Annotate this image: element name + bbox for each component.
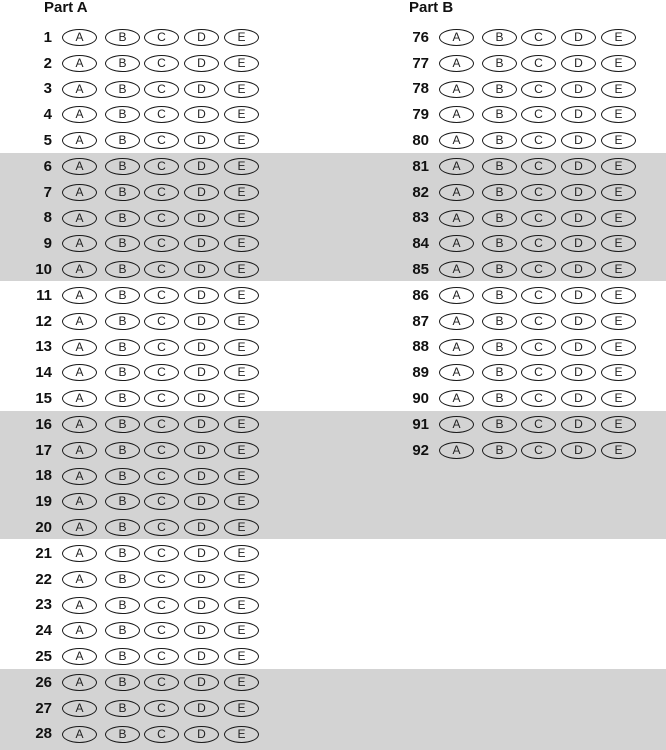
answer-bubble-e[interactable]: E: [224, 81, 259, 98]
question-number: 13: [35, 338, 52, 356]
answer-bubble-a[interactable]: A: [62, 700, 97, 717]
answer-bubble-b[interactable]: B: [482, 390, 517, 407]
answer-bubble-b[interactable]: B: [482, 287, 517, 304]
answer-bubble-a[interactable]: A: [62, 519, 97, 536]
answer-bubble-b[interactable]: B: [105, 210, 140, 227]
answer-bubble-b[interactable]: B: [482, 132, 517, 149]
question-number: 12: [35, 312, 52, 330]
question-number: 83: [412, 209, 429, 227]
answer-bubble-d[interactable]: D: [561, 106, 596, 123]
answer-bubble-a[interactable]: A: [439, 235, 474, 252]
question-number: 88: [412, 338, 429, 356]
answer-bubble-b[interactable]: B: [105, 493, 140, 510]
answer-bubble-d[interactable]: D: [184, 622, 219, 639]
answer-bubble-e[interactable]: E: [224, 261, 259, 278]
answer-bubble-d[interactable]: D: [561, 235, 596, 252]
answer-bubble-e[interactable]: E: [224, 622, 259, 639]
answer-bubble-c[interactable]: C: [144, 674, 179, 691]
answer-bubble-a[interactable]: A: [62, 158, 97, 175]
question-number: 19: [35, 493, 52, 511]
answer-bubble-e[interactable]: E: [601, 210, 636, 227]
answer-bubble-c[interactable]: C: [144, 29, 179, 46]
question-number: 23: [35, 596, 52, 614]
answer-bubble-b[interactable]: B: [482, 184, 517, 201]
question-number: 9: [43, 235, 52, 253]
answer-bubble-d[interactable]: D: [184, 468, 219, 485]
answer-bubble-a[interactable]: A: [439, 261, 474, 278]
answer-bubble-e[interactable]: E: [224, 364, 259, 381]
answer-bubble-d[interactable]: D: [561, 287, 596, 304]
answer-bubble-c[interactable]: C: [144, 313, 179, 330]
answer-bubble-b[interactable]: B: [482, 55, 517, 72]
answer-bubble-b[interactable]: B: [105, 545, 140, 562]
answer-bubble-c[interactable]: C: [144, 235, 179, 252]
question-number: 77: [412, 54, 429, 72]
answer-bubble-d[interactable]: D: [184, 519, 219, 536]
answer-bubble-a[interactable]: A: [62, 468, 97, 485]
answer-bubble-a[interactable]: A: [62, 132, 97, 149]
answer-bubble-c[interactable]: C: [521, 235, 556, 252]
answer-bubble-c[interactable]: C: [144, 442, 179, 459]
answer-bubble-e[interactable]: E: [224, 442, 259, 459]
question-number: 3: [43, 80, 52, 98]
answer-bubble-d[interactable]: D: [561, 416, 596, 433]
answer-bubble-d[interactable]: D: [561, 132, 596, 149]
answer-bubble-a[interactable]: A: [439, 29, 474, 46]
answer-bubble-d[interactable]: D: [561, 184, 596, 201]
answer-bubble-c[interactable]: C: [144, 726, 179, 743]
answer-bubble-c[interactable]: C: [144, 545, 179, 562]
answer-bubble-c[interactable]: C: [144, 648, 179, 665]
answer-bubble-a[interactable]: A: [62, 493, 97, 510]
question-number: 27: [35, 699, 52, 717]
answer-bubble-d[interactable]: D: [184, 545, 219, 562]
question-number: 78: [412, 80, 429, 98]
answer-bubble-b[interactable]: B: [105, 416, 140, 433]
part-a-title: Part A: [44, 0, 88, 16]
question-number: 14: [35, 364, 52, 382]
answer-bubble-d[interactable]: D: [184, 493, 219, 510]
answer-bubble-b[interactable]: B: [105, 81, 140, 98]
answer-bubble-a[interactable]: A: [62, 597, 97, 614]
answer-bubble-e[interactable]: E: [601, 132, 636, 149]
answer-bubble-a[interactable]: A: [62, 726, 97, 743]
answer-bubble-e[interactable]: E: [601, 158, 636, 175]
answer-bubble-c[interactable]: C: [521, 416, 556, 433]
shaded-band-3: [0, 669, 666, 750]
answer-bubble-c[interactable]: C: [521, 339, 556, 356]
answer-bubble-d[interactable]: D: [184, 648, 219, 665]
answer-bubble-c[interactable]: C: [521, 81, 556, 98]
answer-bubble-e[interactable]: E: [224, 287, 259, 304]
question-number: 85: [412, 261, 429, 279]
question-number: 81: [412, 157, 429, 175]
answer-bubble-e[interactable]: E: [224, 545, 259, 562]
question-number: 21: [35, 544, 52, 562]
answer-bubble-e[interactable]: E: [224, 184, 259, 201]
answer-bubble-b[interactable]: B: [105, 519, 140, 536]
answer-bubble-d[interactable]: D: [184, 29, 219, 46]
answer-bubble-b[interactable]: B: [105, 597, 140, 614]
question-number: 26: [35, 673, 52, 691]
answer-bubble-d[interactable]: D: [184, 416, 219, 433]
answer-bubble-e[interactable]: E: [224, 210, 259, 227]
answer-bubble-b[interactable]: B: [482, 29, 517, 46]
answer-bubble-b[interactable]: B: [105, 622, 140, 639]
answer-bubble-b[interactable]: B: [105, 235, 140, 252]
answer-bubble-e[interactable]: E: [601, 442, 636, 459]
answer-bubble-d[interactable]: D: [184, 184, 219, 201]
answer-bubble-c[interactable]: C: [144, 184, 179, 201]
answer-bubble-e[interactable]: E: [601, 261, 636, 278]
answer-bubble-d[interactable]: D: [561, 210, 596, 227]
answer-bubble-b[interactable]: B: [105, 468, 140, 485]
question-number: 1: [43, 28, 52, 46]
answer-bubble-d[interactable]: D: [184, 571, 219, 588]
question-number: 8: [43, 209, 52, 227]
answer-bubble-c[interactable]: C: [521, 390, 556, 407]
answer-bubble-a[interactable]: A: [439, 390, 474, 407]
answer-bubble-d[interactable]: D: [561, 339, 596, 356]
answer-bubble-a[interactable]: A: [439, 364, 474, 381]
part-b-title: Part B: [409, 0, 454, 16]
question-number: 10: [35, 261, 52, 279]
answer-bubble-e[interactable]: E: [224, 597, 259, 614]
answer-bubble-c[interactable]: C: [521, 158, 556, 175]
answer-bubble-b[interactable]: B: [105, 184, 140, 201]
answer-bubble-c[interactable]: C: [521, 55, 556, 72]
answer-bubble-d[interactable]: D: [184, 339, 219, 356]
answer-bubble-b[interactable]: B: [482, 106, 517, 123]
answer-bubble-d[interactable]: D: [184, 235, 219, 252]
answer-bubble-c[interactable]: C: [521, 29, 556, 46]
answer-bubble-e[interactable]: E: [224, 493, 259, 510]
answer-bubble-e[interactable]: E: [224, 55, 259, 72]
answer-bubble-c[interactable]: C: [521, 287, 556, 304]
question-number: 79: [412, 106, 429, 124]
answer-bubble-a[interactable]: A: [62, 390, 97, 407]
question-number: 84: [412, 235, 429, 253]
answer-bubble-a[interactable]: A: [62, 674, 97, 691]
answer-bubble-b[interactable]: B: [105, 648, 140, 665]
answer-bubble-d[interactable]: D: [561, 261, 596, 278]
answer-bubble-c[interactable]: C: [521, 442, 556, 459]
answer-bubble-c[interactable]: C: [144, 700, 179, 717]
answer-bubble-d[interactable]: D: [561, 158, 596, 175]
answer-bubble-a[interactable]: A: [62, 416, 97, 433]
answer-bubble-a[interactable]: A: [439, 106, 474, 123]
question-number: 7: [43, 183, 52, 201]
answer-bubble-a[interactable]: A: [62, 571, 97, 588]
answer-bubble-d[interactable]: D: [561, 81, 596, 98]
answer-bubble-a[interactable]: A: [62, 55, 97, 72]
answer-bubble-b[interactable]: B: [105, 29, 140, 46]
answer-bubble-e[interactable]: E: [601, 29, 636, 46]
answer-bubble-b[interactable]: B: [105, 313, 140, 330]
answer-bubble-d[interactable]: D: [561, 29, 596, 46]
answer-bubble-a[interactable]: A: [62, 442, 97, 459]
question-number: 4: [43, 106, 52, 124]
answer-bubble-e[interactable]: E: [601, 184, 636, 201]
answer-bubble-c[interactable]: C: [144, 158, 179, 175]
answer-bubble-d[interactable]: D: [184, 106, 219, 123]
answer-bubble-c[interactable]: C: [144, 519, 179, 536]
answer-bubble-b[interactable]: B: [105, 700, 140, 717]
answer-bubble-a[interactable]: A: [439, 416, 474, 433]
answer-bubble-d[interactable]: D: [561, 390, 596, 407]
question-number: 87: [412, 312, 429, 330]
answer-bubble-e[interactable]: E: [601, 364, 636, 381]
answer-bubble-a[interactable]: A: [62, 184, 97, 201]
question-number: 16: [35, 415, 52, 433]
answer-bubble-a[interactable]: A: [439, 442, 474, 459]
answer-bubble-b[interactable]: B: [482, 442, 517, 459]
answer-bubble-b[interactable]: B: [105, 106, 140, 123]
answer-bubble-b[interactable]: B: [482, 364, 517, 381]
answer-bubble-b[interactable]: B: [105, 287, 140, 304]
answer-bubble-d[interactable]: D: [184, 287, 219, 304]
answer-bubble-c[interactable]: C: [144, 287, 179, 304]
answer-bubble-e[interactable]: E: [601, 81, 636, 98]
answer-bubble-c[interactable]: C: [144, 106, 179, 123]
answer-bubble-d[interactable]: D: [184, 442, 219, 459]
question-number: 25: [35, 648, 52, 666]
question-number: 17: [35, 441, 52, 459]
answer-bubble-a[interactable]: A: [439, 55, 474, 72]
answer-bubble-b[interactable]: B: [482, 416, 517, 433]
answer-bubble-e[interactable]: E: [224, 571, 259, 588]
answer-bubble-e[interactable]: E: [224, 390, 259, 407]
question-number: 5: [43, 132, 52, 150]
answer-bubble-c[interactable]: C: [144, 55, 179, 72]
answer-bubble-c[interactable]: C: [144, 81, 179, 98]
answer-bubble-e[interactable]: E: [601, 55, 636, 72]
answer-bubble-b[interactable]: B: [105, 674, 140, 691]
answer-bubble-c[interactable]: C: [144, 597, 179, 614]
answer-bubble-e[interactable]: E: [224, 29, 259, 46]
question-number: 20: [35, 519, 52, 537]
answer-bubble-a[interactable]: A: [62, 545, 97, 562]
answer-bubble-e[interactable]: E: [224, 700, 259, 717]
question-number: 76: [412, 28, 429, 46]
answer-bubble-e[interactable]: E: [224, 106, 259, 123]
question-number: 91: [412, 415, 429, 433]
answer-bubble-a[interactable]: A: [62, 622, 97, 639]
answer-bubble-e[interactable]: E: [601, 313, 636, 330]
answer-bubble-b[interactable]: B: [105, 132, 140, 149]
question-number: 15: [35, 390, 52, 408]
answer-bubble-e[interactable]: E: [224, 648, 259, 665]
answer-bubble-d[interactable]: D: [184, 674, 219, 691]
answer-bubble-e[interactable]: E: [224, 235, 259, 252]
question-number: 92: [412, 441, 429, 459]
answer-bubble-e[interactable]: E: [224, 674, 259, 691]
answer-bubble-d[interactable]: D: [561, 364, 596, 381]
answer-bubble-a[interactable]: A: [62, 364, 97, 381]
answer-bubble-a[interactable]: A: [62, 261, 97, 278]
answer-bubble-a[interactable]: A: [439, 158, 474, 175]
answer-bubble-c[interactable]: C: [144, 339, 179, 356]
answer-bubble-a[interactable]: A: [439, 210, 474, 227]
answer-bubble-d[interactable]: D: [184, 313, 219, 330]
answer-bubble-a[interactable]: A: [62, 29, 97, 46]
answer-bubble-c[interactable]: C: [144, 468, 179, 485]
answer-bubble-c[interactable]: C: [144, 622, 179, 639]
answer-bubble-b[interactable]: B: [482, 158, 517, 175]
question-number: 80: [412, 132, 429, 150]
answer-bubble-e[interactable]: E: [601, 235, 636, 252]
answer-bubble-c[interactable]: C: [144, 210, 179, 227]
answer-bubble-b[interactable]: B: [105, 390, 140, 407]
question-number: 22: [35, 570, 52, 588]
answer-bubble-c[interactable]: C: [144, 493, 179, 510]
answer-bubble-d[interactable]: D: [184, 700, 219, 717]
answer-bubble-b[interactable]: B: [482, 339, 517, 356]
answer-bubble-e[interactable]: E: [601, 287, 636, 304]
answer-bubble-a[interactable]: A: [439, 132, 474, 149]
answer-bubble-e[interactable]: E: [601, 106, 636, 123]
answer-bubble-d[interactable]: D: [184, 726, 219, 743]
question-number: 11: [36, 286, 52, 304]
answer-bubble-b[interactable]: B: [482, 81, 517, 98]
answer-bubble-c[interactable]: C: [521, 364, 556, 381]
answer-bubble-e[interactable]: E: [601, 416, 636, 433]
answer-bubble-d[interactable]: D: [184, 158, 219, 175]
answer-bubble-a[interactable]: A: [439, 184, 474, 201]
answer-bubble-c[interactable]: C: [144, 390, 179, 407]
answer-bubble-e[interactable]: E: [224, 339, 259, 356]
answer-bubble-d[interactable]: D: [184, 597, 219, 614]
question-number: 28: [35, 725, 52, 743]
answer-bubble-c[interactable]: C: [521, 184, 556, 201]
answer-bubble-a[interactable]: A: [439, 81, 474, 98]
answer-bubble-e[interactable]: E: [224, 416, 259, 433]
answer-bubble-e[interactable]: E: [224, 519, 259, 536]
answer-bubble-d[interactable]: D: [184, 364, 219, 381]
question-number: 24: [35, 622, 52, 640]
answer-bubble-b[interactable]: B: [482, 210, 517, 227]
answer-bubble-c[interactable]: C: [144, 261, 179, 278]
answer-bubble-c[interactable]: C: [521, 210, 556, 227]
answer-bubble-a[interactable]: A: [439, 287, 474, 304]
answer-bubble-b[interactable]: B: [105, 442, 140, 459]
answer-bubble-c[interactable]: C: [521, 132, 556, 149]
answer-bubble-a[interactable]: A: [62, 648, 97, 665]
answer-bubble-a[interactable]: A: [62, 313, 97, 330]
answer-bubble-b[interactable]: B: [482, 235, 517, 252]
question-number: 89: [412, 364, 429, 382]
answer-bubble-d[interactable]: D: [561, 313, 596, 330]
answer-bubble-e[interactable]: E: [224, 726, 259, 743]
answer-bubble-e[interactable]: E: [601, 390, 636, 407]
answer-bubble-a[interactable]: A: [62, 287, 97, 304]
answer-bubble-e[interactable]: E: [224, 158, 259, 175]
answer-bubble-a[interactable]: A: [62, 106, 97, 123]
answer-bubble-d[interactable]: D: [561, 442, 596, 459]
answer-bubble-a[interactable]: A: [62, 339, 97, 356]
answer-bubble-c[interactable]: C: [144, 132, 179, 149]
answer-bubble-b[interactable]: B: [105, 158, 140, 175]
question-number: 6: [43, 157, 52, 175]
answer-bubble-d[interactable]: D: [184, 132, 219, 149]
answer-bubble-a[interactable]: A: [62, 235, 97, 252]
answer-bubble-b[interactable]: B: [105, 339, 140, 356]
answer-bubble-e[interactable]: E: [224, 132, 259, 149]
answer-bubble-a[interactable]: A: [62, 210, 97, 227]
answer-bubble-c[interactable]: C: [521, 313, 556, 330]
answer-bubble-b[interactable]: B: [482, 313, 517, 330]
answer-bubble-a[interactable]: A: [62, 81, 97, 98]
answer-bubble-c[interactable]: C: [144, 364, 179, 381]
question-number: 82: [412, 183, 429, 201]
answer-bubble-e[interactable]: E: [601, 339, 636, 356]
answer-bubble-d[interactable]: D: [184, 210, 219, 227]
question-number: 2: [43, 54, 52, 72]
answer-bubble-d[interactable]: D: [184, 390, 219, 407]
answer-bubble-b[interactable]: B: [105, 55, 140, 72]
question-number: 18: [35, 467, 52, 485]
answer-bubble-b[interactable]: B: [105, 364, 140, 381]
answer-bubble-d[interactable]: D: [184, 55, 219, 72]
answer-bubble-a[interactable]: A: [439, 313, 474, 330]
answer-bubble-c[interactable]: C: [521, 106, 556, 123]
question-number: 86: [412, 286, 429, 304]
answer-bubble-b[interactable]: B: [105, 726, 140, 743]
answer-bubble-c[interactable]: C: [521, 261, 556, 278]
answer-bubble-a[interactable]: A: [439, 339, 474, 356]
answer-bubble-b[interactable]: B: [482, 261, 517, 278]
answer-bubble-c[interactable]: C: [144, 416, 179, 433]
answer-bubble-b[interactable]: B: [105, 571, 140, 588]
answer-bubble-e[interactable]: E: [224, 313, 259, 330]
question-number: 90: [412, 390, 429, 408]
answer-bubble-d[interactable]: D: [184, 261, 219, 278]
answer-bubble-b[interactable]: B: [105, 261, 140, 278]
answer-bubble-d[interactable]: D: [184, 81, 219, 98]
answer-bubble-e[interactable]: E: [224, 468, 259, 485]
answer-bubble-c[interactable]: C: [144, 571, 179, 588]
answer-bubble-d[interactable]: D: [561, 55, 596, 72]
